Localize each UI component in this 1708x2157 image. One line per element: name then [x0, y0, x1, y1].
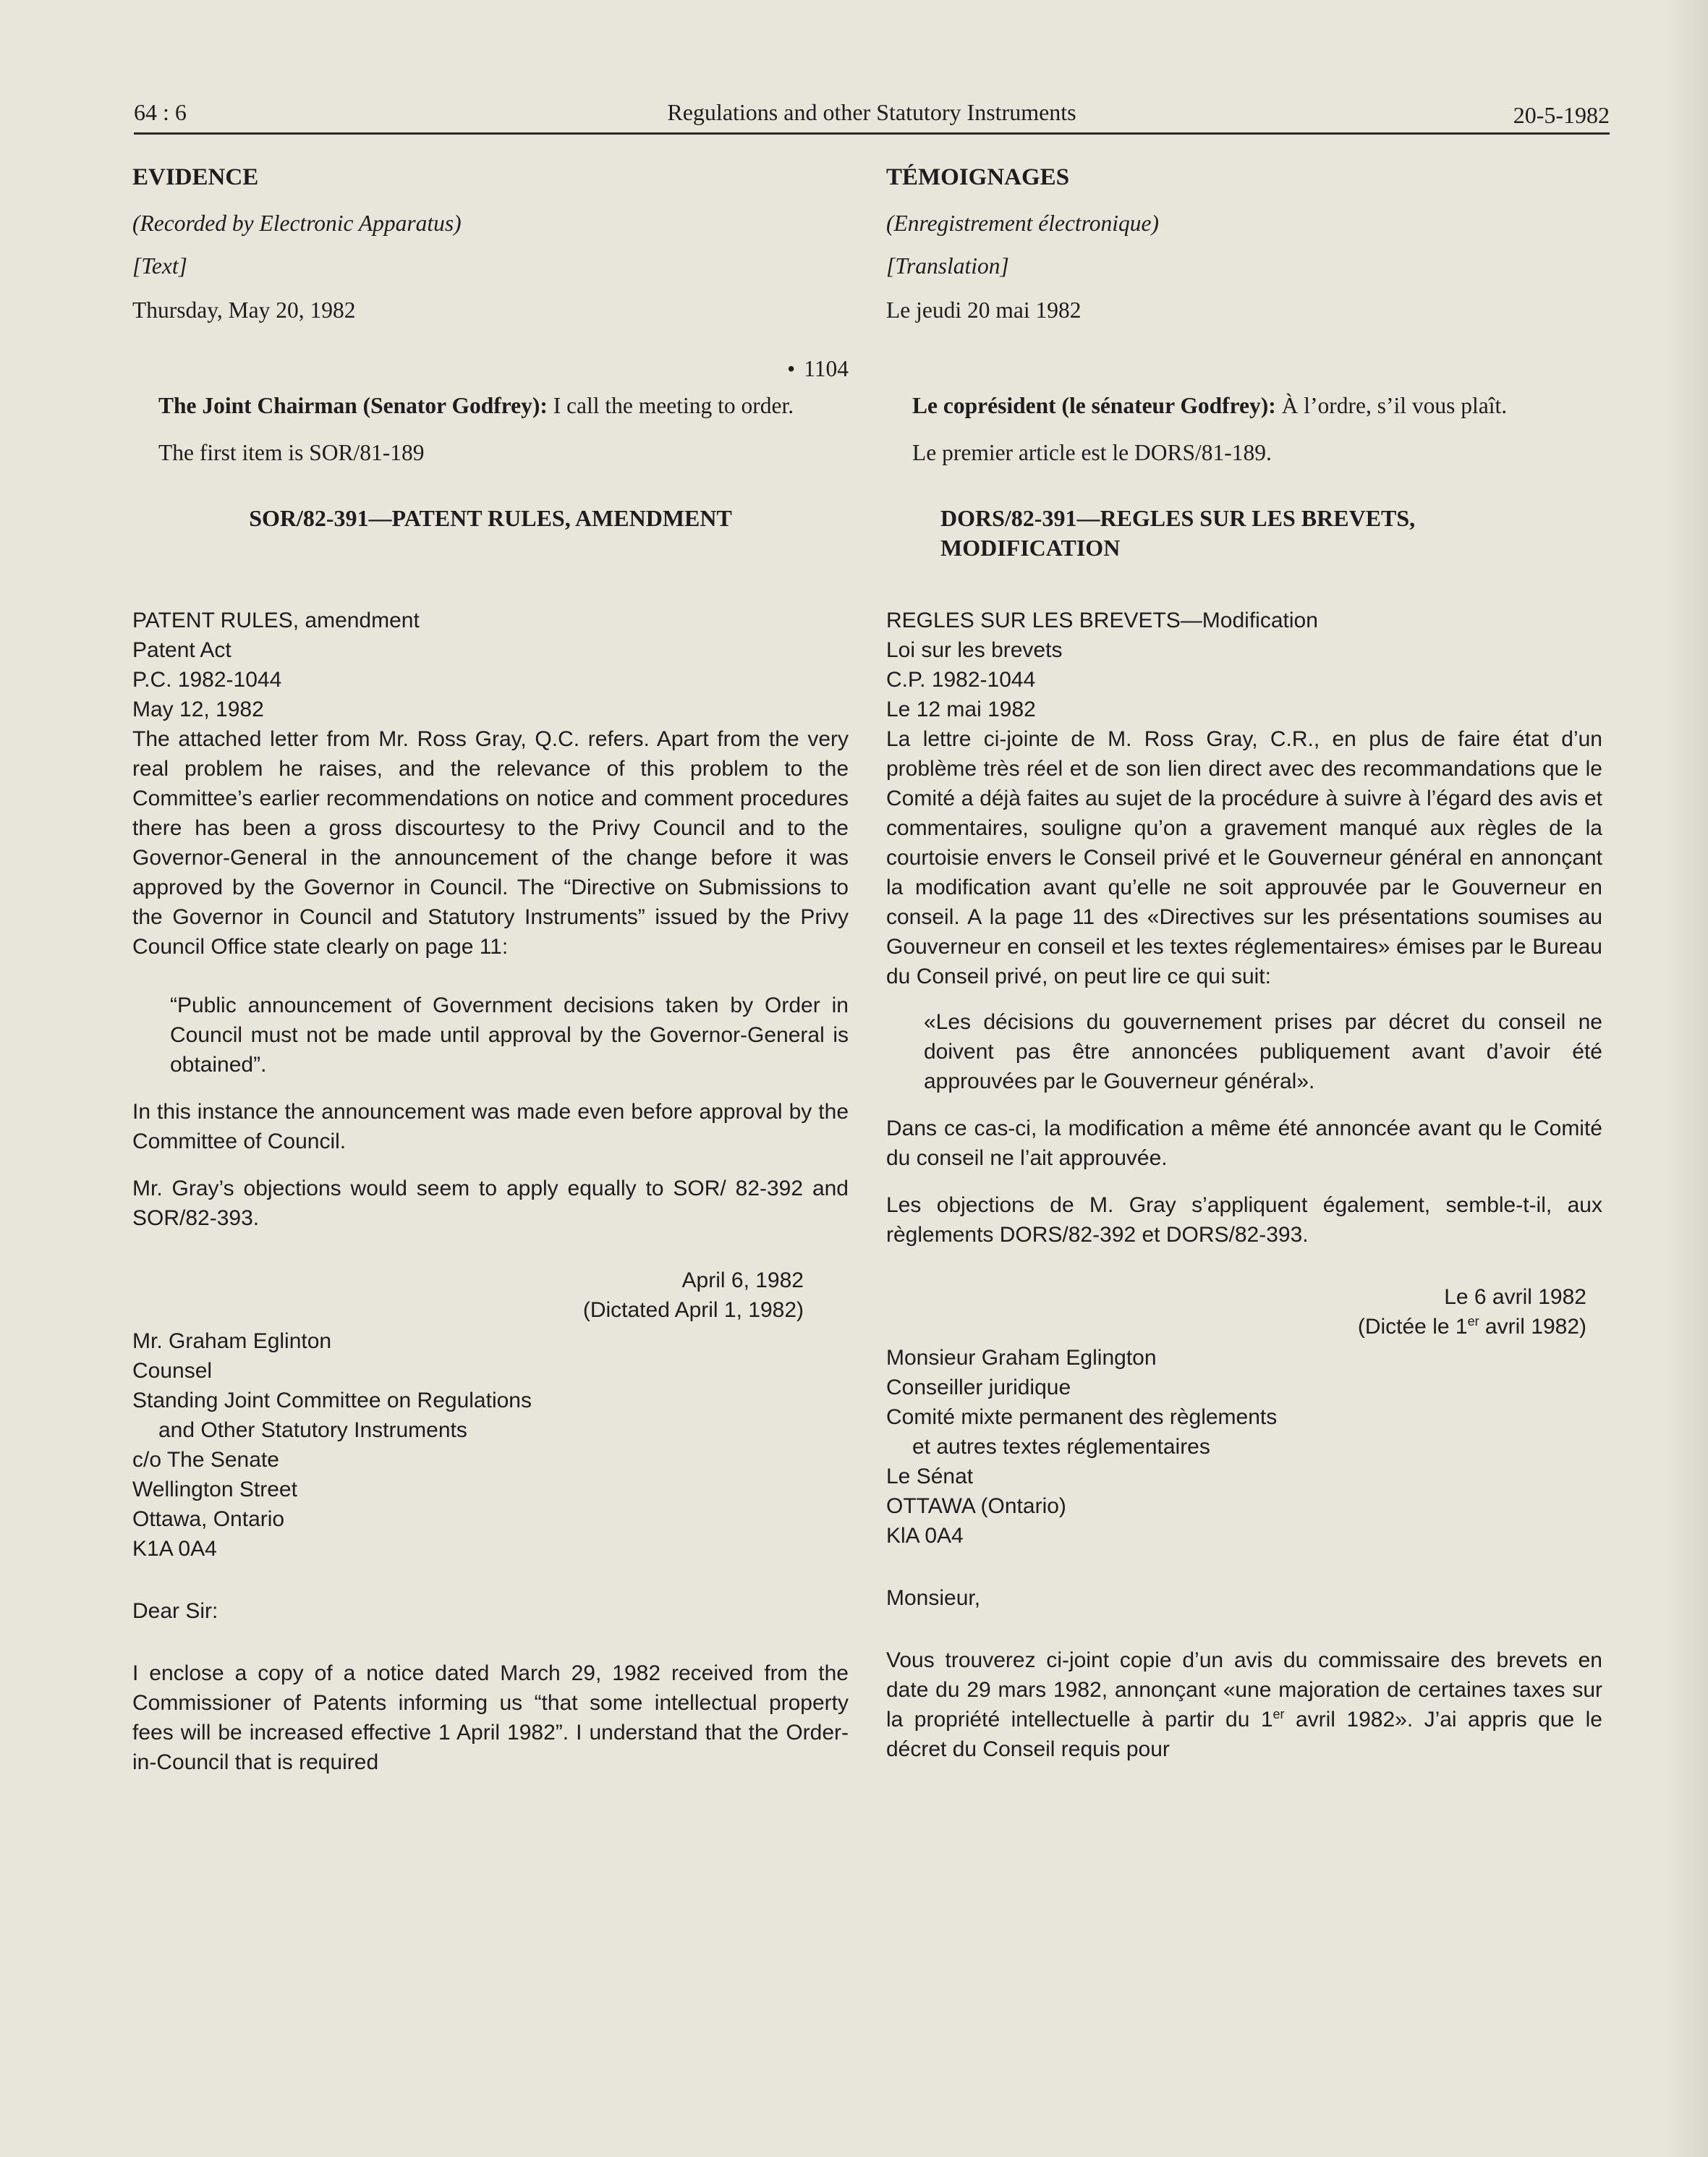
address-block [132, 1326, 849, 1564]
address-line: K1A 0A4 [132, 1537, 217, 1561]
header-date: 20-5-1982 [1513, 102, 1610, 128]
english-column [132, 163, 849, 1777]
memo-objections: Mr. Gray’s objections would seem to apply equally to SOR/ 82-392 and SOR/82-393. [132, 1177, 849, 1230]
memo-quote: “Public announcement of Government decisions taken by Order in Council must not be made until approval by the Governor-General is obtained”. [170, 993, 849, 1077]
letter-dictated: (Dictated April 1, 1982) [582, 1298, 804, 1322]
letter-body: I enclose a copy of a notice dated March 29, 1982 received from the Commissioner of Patents informing us “that some intellectual property fees will be increased effective 1 April 1982”. I understand that the Order-in-Council that is required [132, 1661, 849, 1774]
address-line: and Other Statutory Instruments [158, 1418, 467, 1442]
chairman-text: I call the meeting to order. [547, 393, 794, 418]
address-line: Monsieur Graham Eglington [886, 1346, 1157, 1370]
address-line: Mr. Graham Eglinton [132, 1329, 332, 1353]
memo-line: Le 12 mai 1982 [886, 698, 1036, 721]
memo-instance: In this instance the announcement was made even before approval by the Committee of Council. [132, 1100, 849, 1153]
chairman-speaker: Le coprésident (le sénateur Godfrey): [912, 393, 1276, 418]
ordinal-sup: er [1467, 1314, 1479, 1328]
memo-objections: Les objections de M. Gray s’appliquent également, semble-t-il, aux règlements DORS/82-392 et DORS/82-393. [886, 1193, 1602, 1247]
letter-dictated [886, 1312, 1586, 1342]
meeting-date: Le jeudi 20 mai 1982 [886, 297, 1082, 323]
address-line: Comité mixte permanent des règlements [886, 1405, 1278, 1429]
first-item: Le premier article est le DORS/81-189. [912, 440, 1272, 465]
address-line: OTTAWA (Ontario) [886, 1494, 1066, 1518]
page-edge [1665, 0, 1708, 2157]
running-header [134, 96, 1610, 135]
memo-line: Patent Act [132, 638, 231, 662]
memo-quote: «Les décisions du gouvernement prises par décret du conseil ne doivent pas être annoncées publiquement avant d’avoir été approuvées par le Gouverneur général». [924, 1010, 1602, 1093]
address-line: KlA 0A4 [886, 1524, 964, 1548]
time-mark: • 1104 [132, 354, 849, 383]
memo-paragraph: La lettre ci-jointe de M. Ross Gray, C.R., en plus de faire état d’un problème très réel et de son lien direct avec des recommandations que le Comité a déjà faites au sujet de la procédure à suivre à l’égard des avis et commentaires, souligne qu’on a gravement manqué aux règles de la courtoisie envers le Conseil privé et le Gouverneur général en annonçant la modification avant qu’elle ne soit approuvée par le Gouverneur en conseil. A la page 11 des «Directives sur les présentations soumises au Gouverneur en conseil et les textes réglementaires» émises par le Bureau du Conseil privé, on peut lire ce qui suit: [886, 727, 1602, 988]
address-line: Le Sénat [886, 1465, 974, 1488]
memo-line: PATENT RULES, amendment [132, 609, 420, 632]
section-title: DORS/82-391—REGLES SUR LES BREVETS, [940, 505, 1416, 531]
page-number: 64 : 6 [134, 99, 187, 125]
salutation: Dear Sir: [132, 1599, 218, 1623]
memo-line: May 12, 1982 [132, 698, 264, 721]
memo-instance: Dans ce cas-ci, la modification a même été annoncée avant qu le Comité du conseil ne l’ait approuvée. [886, 1116, 1602, 1170]
memo-block [886, 606, 1602, 1764]
address-line: et autres textes réglementaires [912, 1435, 1210, 1459]
temoignages-heading: TÉMOIGNAGES [886, 164, 1070, 190]
first-item: The first item is SOR/81-189 [158, 440, 425, 465]
address-line: c/o The Senate [132, 1448, 279, 1472]
section-title: SOR/82-391—PATENT RULES, AMENDMENT [249, 505, 732, 531]
dictated-text: (Dictée le 1 [1357, 1315, 1468, 1339]
recorded-note: (Recorded by Electronic Apparatus) [132, 211, 462, 236]
letter-body [886, 1645, 1602, 1764]
ordinal-sup: er [1272, 1707, 1285, 1721]
address-line: Standing Joint Committee on Regulations [132, 1389, 532, 1412]
text-label: [Translation] [886, 253, 1009, 279]
memo-paragraph: The attached letter from Mr. Ross Gray, Q.C. refers. Apart from the very real problem he raises, and the relevance of this problem to the Committee’s earlier recommendations on notice and comment procedures there has been a gross discourtesy to the Privy Council and to the Governor-General in the announcement of the change before it was approved by the Governor in Council. The “Directive on Submissions to the Governor in Council and Statutory Instruments” issued by the Privy Council Office state clearly on page 11: [132, 727, 849, 959]
memo-line: REGLES SUR LES BREVETS—Modification [886, 609, 1318, 632]
chairman-remark [132, 391, 849, 420]
address-block [886, 1343, 1602, 1551]
evidence-heading: EVIDENCE [132, 164, 259, 190]
salutation: Monsieur, [886, 1586, 981, 1610]
section-title-cont: MODIFICATION [940, 535, 1121, 561]
dictated-text-end: avril 1982) [1479, 1315, 1586, 1339]
address-line: Wellington Street [132, 1478, 297, 1501]
header-title: Regulations and other Statutory Instruments [667, 99, 1076, 125]
meeting-date: Thursday, May 20, 1982 [132, 297, 356, 323]
address-line: Counsel [132, 1359, 213, 1383]
chairman-text: À l’ordre, s’il vous plaît. [1275, 393, 1508, 418]
chairman-remark [886, 391, 1602, 420]
letter-body-text-end: avril 1982». J’ai appris que le décret du Conseil requis pour [886, 1708, 1602, 1761]
address-line: Ottawa, Ontario [132, 1507, 285, 1531]
recorded-note: (Enregistrement électronique) [886, 211, 1160, 236]
letter-date: Le 6 avril 1982 [1444, 1285, 1586, 1309]
address-line: Conseiller juridique [886, 1376, 1071, 1399]
letter-date: April 6, 1982 [681, 1268, 804, 1292]
letter-body-text: Vous trouverez ci-joint copie d’un avis du commissaire des brevets en date du 29 mars 1982, annonçant «une majoration de certaines taxes sur la propriété intellectuelle à partir du 1 [886, 1648, 1602, 1732]
memo-line: P.C. 1982-1044 [132, 668, 282, 692]
memo-block [132, 606, 849, 1777]
chairman-speaker: The Joint Chairman (Senator Godfrey): [158, 393, 548, 418]
memo-line: C.P. 1982-1044 [886, 668, 1036, 692]
french-column [886, 163, 1602, 1764]
text-label: [Text] [132, 253, 187, 279]
memo-line: Loi sur les brevets [886, 638, 1063, 662]
